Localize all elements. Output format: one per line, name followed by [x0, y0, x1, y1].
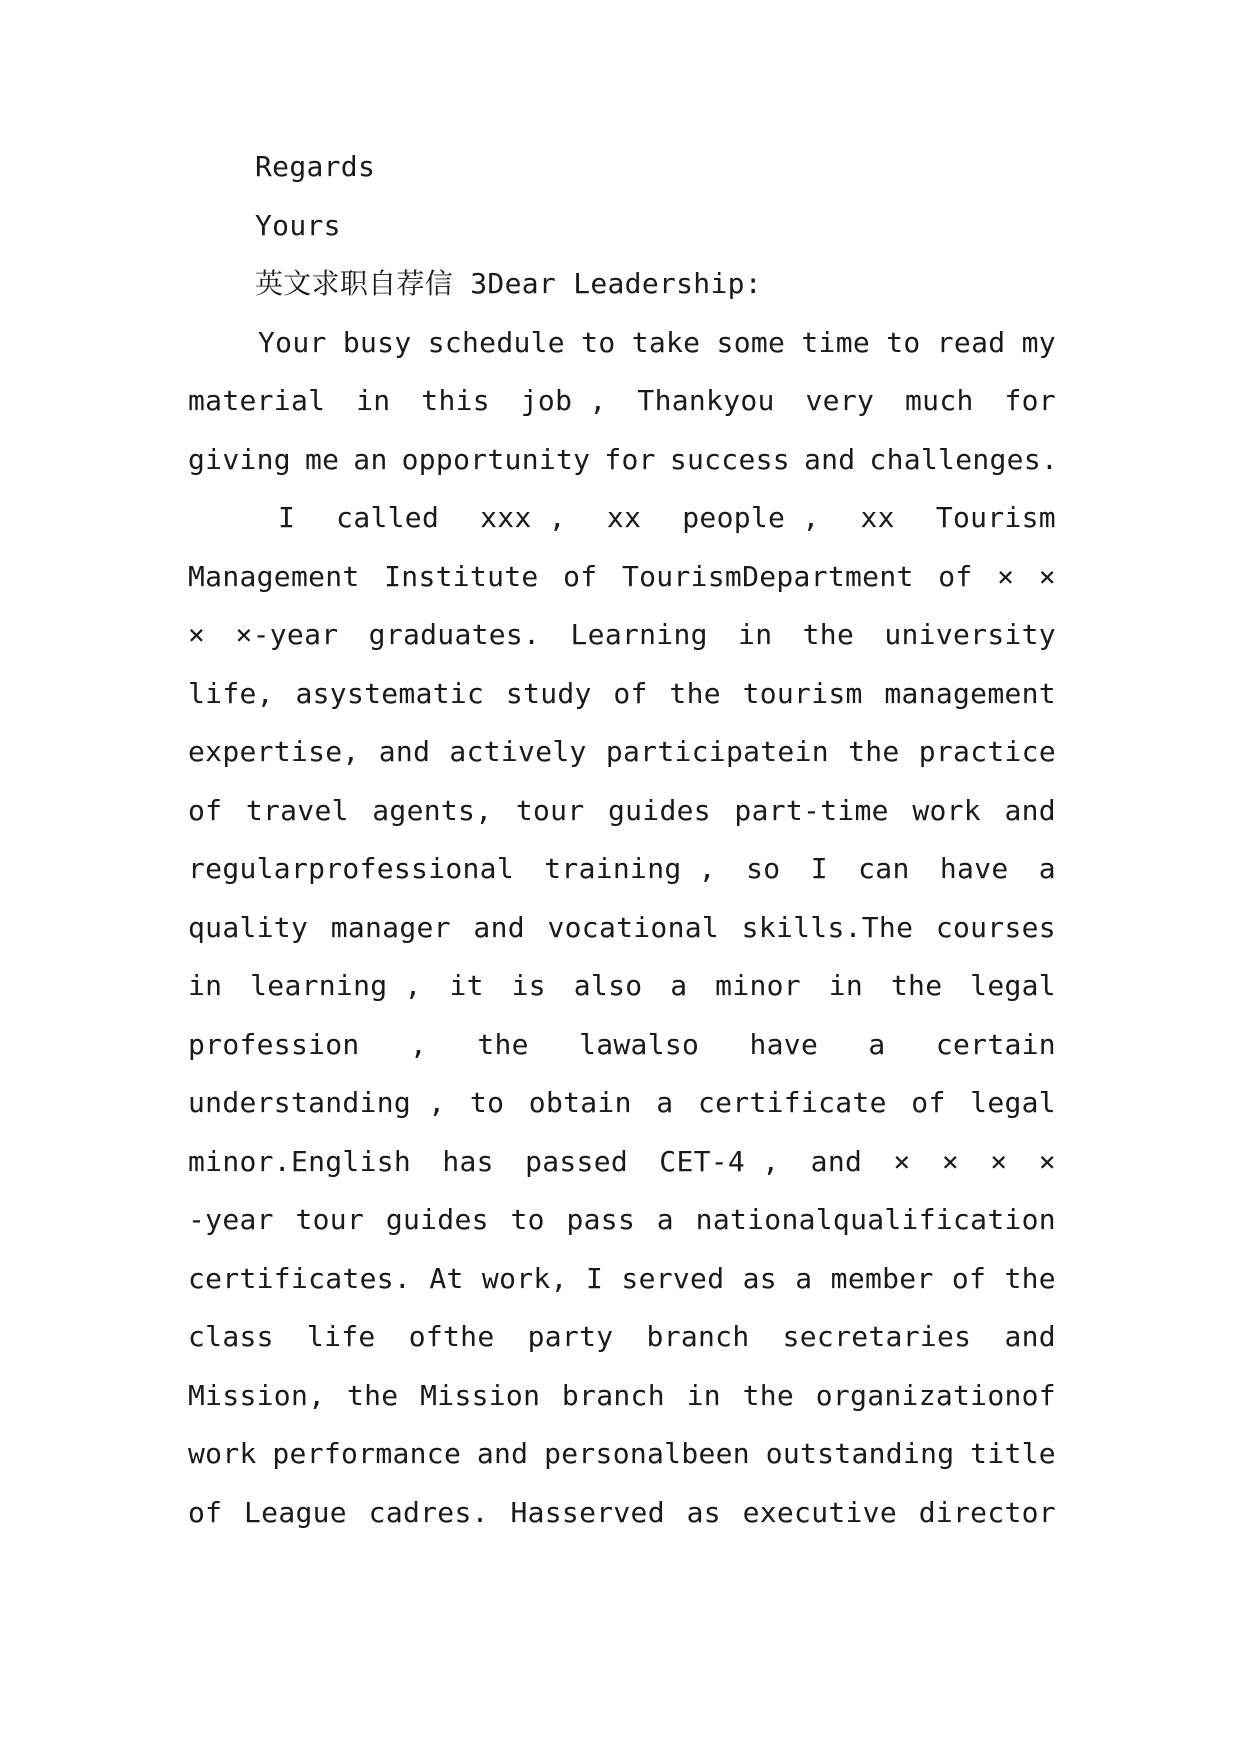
word: work,: [481, 1261, 568, 1295]
word: and: [476, 1437, 529, 1470]
word: skills.The: [741, 910, 914, 944]
word: part-time: [734, 793, 889, 827]
word: can: [858, 852, 910, 885]
word: lawalso: [579, 1027, 700, 1061]
word: tour: [515, 793, 585, 827]
text-line: [188, 1016, 1056, 1075]
word: in: [738, 618, 773, 651]
word: for: [604, 442, 656, 476]
word: my: [1021, 325, 1056, 359]
word: regularprofessional: [188, 852, 514, 885]
word: and: [1004, 1320, 1056, 1353]
word: in: [828, 969, 864, 1002]
word: Hasserved: [510, 1495, 665, 1529]
word: of: [188, 793, 223, 827]
text-line: [188, 957, 1056, 1016]
text-line: [188, 489, 1056, 548]
letter-body: [188, 138, 1059, 1542]
word: ×-year: [235, 618, 339, 651]
word: and: [378, 735, 431, 768]
word: Learning: [570, 618, 708, 651]
word: work: [188, 1437, 257, 1470]
word: much: [905, 384, 974, 417]
text-line: [188, 314, 1056, 373]
word: of: [188, 1495, 223, 1529]
word: agents,: [372, 793, 493, 827]
word: nationalqualification: [695, 1203, 1056, 1236]
word: of: [911, 1086, 946, 1119]
word: in: [356, 384, 391, 417]
word: League: [244, 1495, 347, 1529]
word: ×: [188, 618, 206, 651]
text-line: [188, 1308, 1056, 1367]
word: training ,: [544, 852, 716, 885]
word: take: [631, 325, 701, 359]
word: busy: [342, 325, 412, 359]
word: Thankyou: [637, 384, 775, 417]
word: I: [278, 501, 296, 534]
word: of: [951, 1261, 987, 1295]
word: some: [716, 325, 786, 359]
word: organizationof: [815, 1378, 1056, 1412]
word: a: [670, 969, 688, 1002]
word: Institute: [384, 559, 539, 593]
word: the: [346, 1378, 399, 1412]
word: asystematic: [295, 676, 485, 710]
text-line: [188, 782, 1056, 841]
word: certain: [935, 1027, 1056, 1061]
word: I: [585, 1261, 604, 1295]
text-line: [188, 1484, 1056, 1543]
text-line: [188, 1191, 1056, 1250]
word: At: [429, 1261, 464, 1295]
text-line: [188, 840, 1056, 899]
text-line: [188, 606, 1056, 665]
word: a: [1038, 852, 1056, 885]
word: xxx ,: [480, 501, 566, 534]
text-line: [188, 1367, 1056, 1426]
word: to: [469, 1086, 505, 1119]
word: and: [810, 1144, 863, 1178]
word: life,: [188, 676, 274, 710]
word: has: [442, 1144, 494, 1178]
text-line: [188, 1133, 1056, 1192]
word: study: [505, 676, 592, 710]
word: ×: [1038, 559, 1056, 593]
word: Tourism: [935, 501, 1056, 534]
text-line: [188, 1425, 1056, 1484]
word: have: [749, 1027, 819, 1061]
word: graduates.: [368, 618, 541, 651]
word: is: [511, 969, 546, 1002]
text-line: [188, 1074, 1056, 1133]
word: people ,: [682, 501, 820, 534]
word: very: [805, 384, 875, 417]
word: this: [421, 384, 490, 417]
word: branch: [561, 1378, 665, 1412]
word: tour: [295, 1203, 365, 1236]
word: the: [1004, 1261, 1056, 1295]
word: schedule: [427, 325, 565, 359]
word: the: [802, 618, 855, 651]
word: guides: [385, 1203, 489, 1236]
word: ×: [990, 1144, 1008, 1178]
word: time: [801, 325, 871, 359]
word: success: [669, 442, 790, 476]
word: the: [477, 1027, 529, 1061]
word: expertise,: [188, 735, 360, 768]
word: class: [188, 1320, 274, 1353]
word: me: [304, 442, 340, 476]
word: pass: [566, 1203, 636, 1236]
word: title: [970, 1437, 1056, 1470]
word: in: [686, 1378, 721, 1412]
word: learning ,: [250, 969, 422, 1002]
word: performance: [272, 1437, 462, 1470]
word: management: [884, 676, 1056, 710]
word: ×: [1038, 1144, 1056, 1178]
word: work: [912, 793, 981, 827]
word: guides: [607, 793, 711, 827]
word: Mission,: [188, 1378, 326, 1412]
word: member: [830, 1261, 934, 1295]
word: to: [510, 1203, 545, 1236]
word: practice: [918, 735, 1056, 768]
word: xx: [606, 501, 642, 534]
word: the: [742, 1378, 795, 1412]
closing-yours: Yours: [255, 208, 341, 242]
word: vocational: [547, 910, 720, 944]
word: ,: [409, 1027, 428, 1061]
word: CET-4 ,: [659, 1144, 780, 1178]
word: and: [1004, 793, 1056, 827]
text-line: [188, 372, 1056, 431]
word: Mission: [420, 1378, 541, 1412]
text-line: [188, 665, 1056, 724]
word: legal: [970, 1086, 1056, 1119]
word: and: [803, 442, 856, 476]
word: party: [527, 1320, 614, 1353]
word: a: [795, 1261, 813, 1295]
word: actively: [449, 735, 587, 768]
word: a: [656, 1203, 674, 1236]
word: xx: [860, 501, 895, 534]
word: profession: [188, 1027, 360, 1061]
closing-regards: Regards: [255, 150, 376, 183]
word: it: [449, 969, 484, 1002]
text-line: [188, 1250, 1056, 1309]
word: university: [884, 618, 1056, 651]
word: also: [573, 969, 643, 1002]
word: in: [188, 969, 223, 1002]
word: legal: [970, 969, 1056, 1002]
word: as: [686, 1495, 721, 1529]
word: of: [563, 559, 598, 593]
word: understanding ,: [188, 1086, 446, 1119]
word: material: [188, 384, 326, 417]
word: certificate: [698, 1086, 887, 1119]
word: ofthe: [408, 1320, 495, 1353]
word: outstanding: [765, 1437, 955, 1470]
word: challenges.: [869, 442, 1059, 476]
word: Management: [188, 559, 360, 593]
word: read: [936, 325, 1006, 359]
letter-paragraphs: [188, 314, 1059, 1543]
word: ×: [941, 1144, 960, 1178]
word: have: [939, 852, 1009, 885]
word: minor.English: [188, 1144, 412, 1178]
word: passed: [525, 1144, 629, 1178]
word: an: [353, 442, 388, 476]
text-line: [188, 723, 1056, 782]
word: life: [306, 1320, 376, 1353]
word: called: [336, 501, 440, 534]
word: so: [746, 852, 781, 885]
word: TourismDepartment: [621, 559, 914, 593]
word: participatein: [605, 735, 829, 768]
word: branch: [646, 1320, 750, 1353]
word: giving: [188, 442, 291, 476]
word: director: [918, 1495, 1056, 1529]
word: ×: [893, 1144, 911, 1178]
word: the: [848, 735, 900, 768]
text-line: [188, 899, 1056, 958]
word: to: [581, 325, 616, 359]
word: tourism: [742, 676, 863, 710]
word: obtain: [528, 1086, 632, 1119]
word: cadres.: [368, 1495, 489, 1529]
word: personalbeen: [544, 1437, 750, 1470]
word: quality: [188, 910, 309, 944]
word: travel: [245, 793, 349, 827]
word: opportunity: [401, 442, 591, 476]
letter-heading: 英文求职自荐信 3Dear Leadership:: [255, 267, 762, 300]
word: certificates.: [188, 1261, 412, 1295]
word: the: [890, 969, 943, 1002]
word: -year: [188, 1203, 274, 1236]
word: job ,: [520, 384, 607, 417]
word: I: [810, 852, 828, 885]
word: a: [656, 1086, 674, 1119]
word: executive: [742, 1495, 897, 1529]
word: Your: [258, 325, 327, 359]
word: the: [669, 676, 721, 710]
word: as: [742, 1261, 777, 1295]
word: for: [1004, 384, 1056, 417]
word: ×: [997, 559, 1015, 593]
text-line: [188, 431, 1059, 490]
word: manager: [330, 910, 451, 944]
word: courses: [935, 910, 1056, 944]
word: of: [938, 559, 973, 593]
word: to: [886, 325, 921, 359]
word: minor: [715, 969, 801, 1002]
word: a: [868, 1027, 886, 1061]
word: secretaries: [782, 1320, 972, 1353]
word: and: [473, 910, 525, 944]
word: served: [621, 1261, 725, 1295]
text-line: [188, 548, 1056, 607]
word: of: [613, 676, 648, 710]
